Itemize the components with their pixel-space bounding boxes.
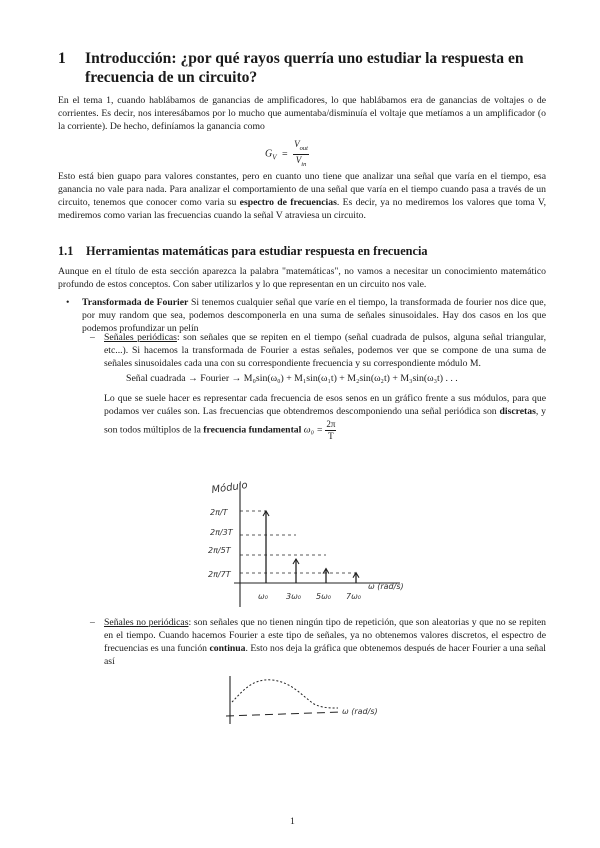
periodic-p-a: Lo que se suele hacer es representar cada frecuencia de esos senos en un gráfico frente a sus módulos, para que podamos ver cuáles son. Las frecuencias que obtendremos descomponiendo una señal periódica son <box>104 393 546 417</box>
periodic-underline: Señales periódicas <box>104 332 177 343</box>
cont-x-label: ω (rad/s) <box>342 707 378 716</box>
y-label: Módulo <box>210 480 249 496</box>
nonperiodic-text-2: . Esto nos deja la gráfica que obtenemos después de hacer Fourier a una señal así <box>104 642 546 667</box>
bullet-bold: Transformada de Fourier <box>82 297 189 308</box>
y-tick-2: 2π/3T <box>210 528 233 537</box>
eq-lhs-sub: V <box>272 153 277 162</box>
x-tick-2: 3ω₀ <box>286 592 301 601</box>
spectral-lines <box>263 511 359 583</box>
y-tick-1: 2π/T <box>210 508 228 517</box>
square-wave-equation: Señal cuadrada → Fourier → M₀sin(ω₀) + M₁sin(ω₁t) + M₂sin(ω₂t) + M₃sin(ω₃t) . . . <box>126 373 458 384</box>
periodic-paragraph <box>104 332 546 371</box>
p2-bold: espectro de frecuencias <box>239 196 337 208</box>
eq-num: V <box>294 139 300 149</box>
gain-equation <box>265 139 309 170</box>
omega-fraction <box>325 419 336 442</box>
y-tick-3: 2π/5T <box>208 546 231 555</box>
x-tick-3: 5ω₀ <box>316 592 331 601</box>
periodic-dash: – <box>90 332 95 343</box>
page-number: 1 <box>290 816 295 827</box>
omega-frac-den: T <box>328 430 334 441</box>
x-tick-4: 7ω₀ <box>346 592 361 601</box>
intro-paragraph-1: En el tema 1, cuando hablábamos de ganancias de amplificadores, lo que hablábamos era de ganancias de voltajes o de corrientes. Es decir, nos interesábamos por lo mucho que aumentaba/disminuía el voltaje que metíamos a un amplificador (o la corriente). De hecho, definíamos la ganancia como <box>58 95 546 132</box>
eq-num-sub: out <box>299 144 308 152</box>
eq-fraction <box>293 139 309 170</box>
intro-paragraph-2 <box>58 171 546 223</box>
nonperiodic-underline: Señales no periódicas <box>104 617 189 628</box>
eq-equals: = <box>282 148 288 160</box>
cont-x-axis <box>226 712 342 716</box>
periodic-bold-1: discretas <box>499 405 536 417</box>
x-tick-1: ω₀ <box>258 592 268 601</box>
p2-text-a: Esto está bien guapo para valores constantes, pero en cuanto uno tiene que analizar una señal que varía en el tiempo, esa ganancia no vale para nada. Para analizar el comportamiento de una señal que varía en el tiempo cuando pasa a través de un circuito, tenemos que conocer como varia su <box>58 171 546 208</box>
periodic-text: : son señales que se repiten en el tiempo (señal cuadrada de pulsos, alguna señal triangular, etc...). Si hacemos la transformada de Fourier a estas señales, podemos ver que se compone de una suma de señales sinusoidales cada una con su correspondiente frecuencia y su correspondiente módulo M. <box>104 332 547 369</box>
nonperiodic-text: : son señales que no tienen ningún tipo de repetición, que son aleatorias y que no se repiten en el tiempo. Cuando hacemos Fourier a este tipo de señales, ya no obtenemos valores discretos, el espectro de frecuencias es una función <box>104 617 547 654</box>
subsection-title: Herramientas matemáticas para estudiar respuesta en frecuencia <box>86 244 428 258</box>
bullet-mark: • <box>66 297 70 308</box>
y-tick-4: 2π/7T <box>208 570 231 579</box>
bullet-fourier <box>82 297 546 336</box>
discrete-spectrum-sketch <box>200 475 420 615</box>
continuous-spectrum-sketch <box>222 668 432 738</box>
subsection-paragraph: Aunque en el título de esta sección aparezca la palabra "matemáticas", no vamos a necesitar un conocimiento matemático profundo de estos conceptos. Con saber utilizarlos y lo que representan en un circuito nos vale. <box>58 266 546 290</box>
periodic-p-c: ω₀ = <box>303 424 323 436</box>
periodic-p-b: , y son todos múltiplos de la <box>104 405 547 436</box>
omega-frac-num: 2π <box>326 418 336 429</box>
periodic-bold-2: frecuencia fundamental <box>203 424 302 436</box>
bullet-text: Si tenemos cualquier señal que varíe en el tiempo, la transformada de fourier nos dice que, por muy random que sea, podemos descomponerla en una suma de señales sinusoidales. Hay dos casos en los que podemos profundizar un pelín <box>82 297 546 334</box>
nonperiodic-bold: continua <box>209 642 246 654</box>
nonperiodic-paragraph <box>104 617 546 669</box>
subsection-number: 1.1 <box>58 244 74 258</box>
p2-text-b: . Es decir, ya no mediremos los valores que toma V, mediremos como varian las frecuencias cuando la señal V atraviesa un circuito. <box>58 196 547 221</box>
section-title: Introducción: ¿por qué rayos querría uno estudiar la respuesta en frecuencia de un circuito? <box>85 50 524 86</box>
eq-lhs: G <box>265 148 273 160</box>
eq-den: V <box>295 154 302 165</box>
continuous-curve <box>232 680 338 708</box>
periodic-paragraph-2 <box>104 393 546 442</box>
nonperiodic-dash: – <box>90 617 95 628</box>
eq-den-sub: in <box>301 160 307 168</box>
x-label: ω (rad/s) <box>368 582 404 591</box>
section-number: 1 <box>58 50 66 67</box>
